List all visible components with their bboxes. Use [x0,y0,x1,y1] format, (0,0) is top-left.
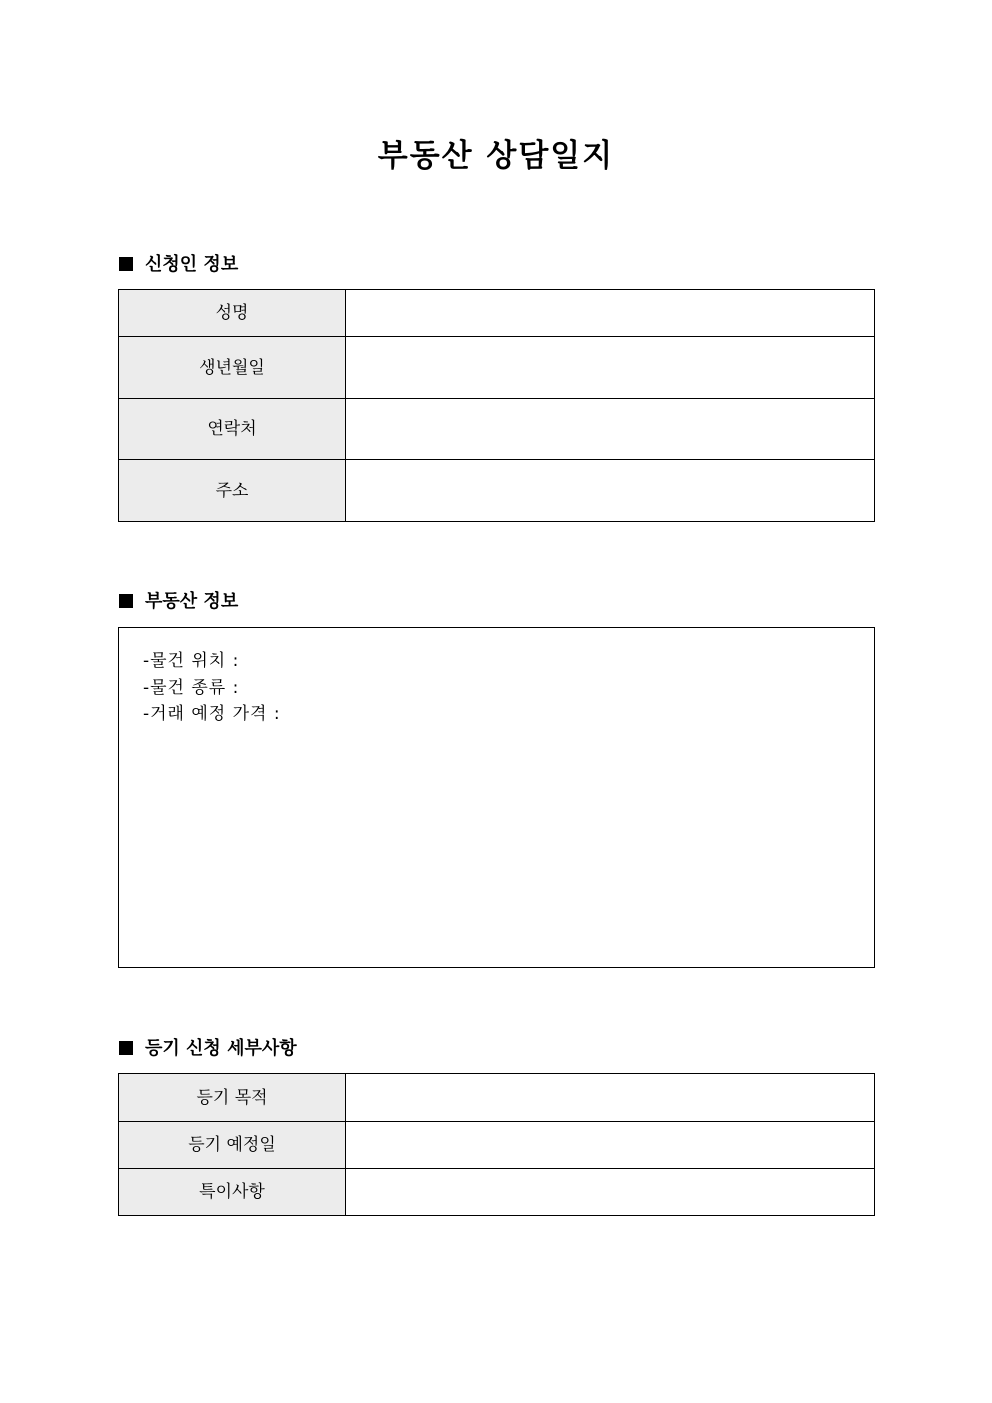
square-bullet-icon [119,1041,133,1055]
birthdate-label: 생년월일 [119,337,346,399]
property-price-line: -거래 예정 가격 : [143,704,281,724]
table-row [119,460,875,522]
birthdate-field[interactable] [346,337,875,399]
document-title: 부동산 상담일지 [377,138,615,174]
registration-date-label: 등기 예정일 [119,1122,346,1169]
square-bullet-icon [119,257,133,271]
applicant-heading-text: 신청인 정보 [145,254,239,275]
property-location-line: -물건 위치 : [143,651,240,671]
name-field[interactable] [346,290,875,337]
table-row [119,399,875,460]
property-section-heading [119,590,238,614]
property-info-box[interactable] [118,627,875,968]
registration-purpose-field[interactable] [346,1074,875,1122]
applicant-section-heading [119,253,238,277]
table-row [119,1169,875,1216]
registration-date-field[interactable] [346,1122,875,1169]
registration-section-heading [119,1037,297,1061]
applicant-info-table [118,289,875,522]
table-row [119,290,875,337]
property-heading-text: 부동산 정보 [145,591,239,612]
address-field[interactable] [346,460,875,522]
table-row [119,1074,875,1122]
address-label: 주소 [119,460,346,522]
registration-purpose-label: 등기 목적 [119,1074,346,1122]
property-type-line: -물건 종류 : [143,677,240,698]
square-bullet-icon [119,594,133,608]
contact-field[interactable] [346,399,875,460]
table-row [119,337,875,399]
registration-heading-text: 등기 신청 세부사항 [145,1038,297,1059]
property-lines [143,648,281,728]
registration-table [118,1073,875,1216]
contact-label: 연락처 [119,399,346,460]
table-row [119,1122,875,1169]
remarks-label: 특이사항 [119,1169,346,1216]
name-label: 성명 [119,290,346,337]
remarks-field[interactable] [346,1169,875,1216]
